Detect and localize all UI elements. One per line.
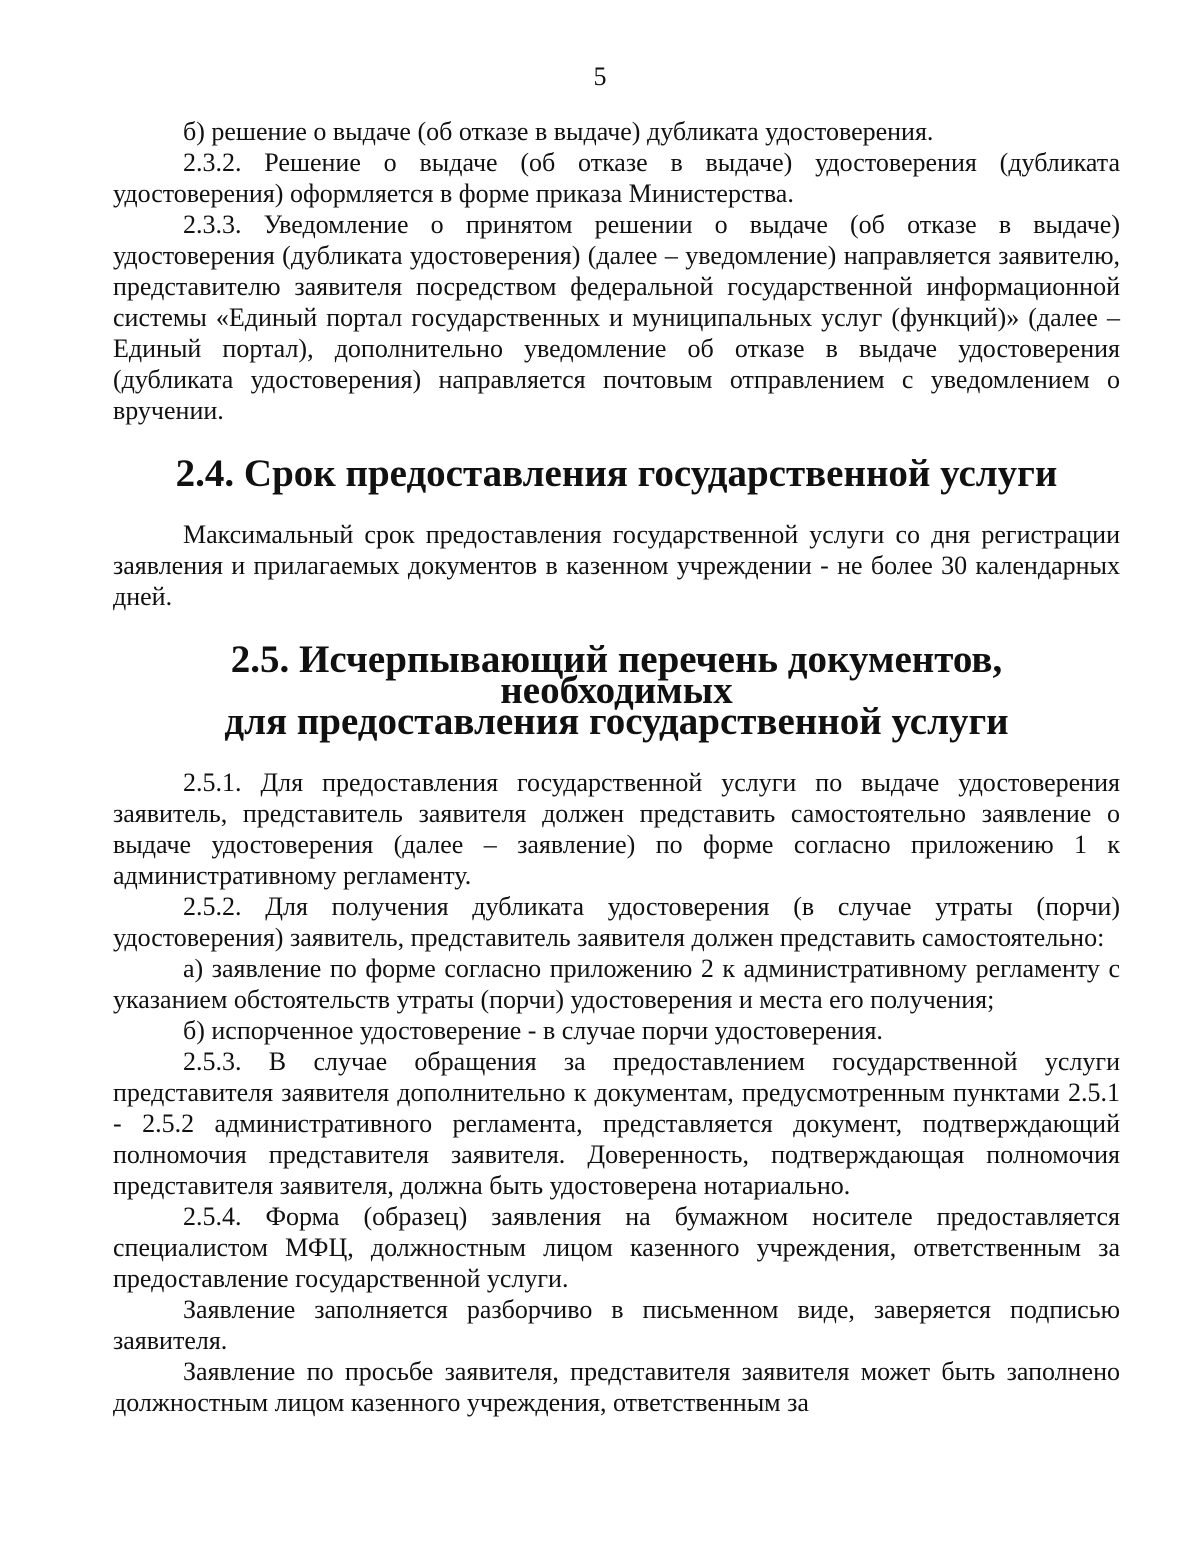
paragraph-application-request: Заявление по просьбе заявителя, представителя заявителя может быть заполнено должностным лицом казенного учреждения, ответственным за <box>113 1357 1120 1417</box>
paragraph-2-3-3: 2.3.3. Уведомление о принятом решении о выдаче (об отказе в выдаче) удостоверения (дубликата удостоверения) (далее – уведомление) направляется заявителю, представителю заявителя посредством федеральной государственной информационной системы «Единый портал государственных и муниципальных услуг (функций)» (далее – Единый портал), дополнительно уведомление об отказе в выдаче удостоверения (дубликата удостоверения) направляется почтовым отправлением с уведомлением о вручении. <box>113 210 1120 425</box>
paragraph-2-5-2-a: а) заявление по форме согласно приложению 2 к административному регламенту с указанием обстоятельств утраты (порчи) удостоверения и места его получения; <box>113 954 1120 1014</box>
section-heading-2-5-line-2: для предоставления государственной услуги <box>224 700 1009 743</box>
paragraph-2-4-text: Максимальный срок предоставления государственной услуги со дня регистрации заявления и прилагаемых документов в казенном учреждении - не более 30 календарных дней. <box>113 520 1120 611</box>
paragraph-2-3-2: 2.3.2. Решение о выдаче (об отказе в выдаче) удостоверения (дубликата удостоверения) оформляется в форме приказа Министерства. <box>113 148 1120 208</box>
paragraph-decision-duplicate: б) решение о выдаче (об отказе в выдаче) дубликата удостоверения. <box>183 117 934 146</box>
paragraph-application-filling: Заявление заполняется разборчиво в письменном виде, заверяется подписью заявителя. <box>113 1295 1120 1355</box>
paragraph-2-5-3: 2.5.3. В случае обращения за предоставлением государственной услуги представителя заявителя дополнительно к документам, предусмотренным пунктами 2.5.1 - 2.5.2 административного регламента, представляется документ, подтверждающий полномочия представителя заявителя. Доверенность, подтверждающая полномочия представителя заявителя, должна быть удостоверена нотариально. <box>113 1047 1120 1200</box>
paragraph-2-5-1: 2.5.1. Для предоставления государственной услуги по выдаче удостоверения заявитель, представитель заявителя должен представить самостоятельно заявление о выдаче удостоверения (далее – заявление) по форме согласно приложению 1 к административному регламенту. <box>113 768 1120 890</box>
paragraph-2-5-2: 2.5.2. Для получения дубликата удостоверения (в случае утраты (порчи) удостоверения) заявитель, представитель заявителя должен представить самостоятельно: <box>113 892 1120 952</box>
paragraph-2-5-4: 2.5.4. Форма (образец) заявления на бумажном носителе предоставляется специалистом МФЦ, должностным лицом казенного учреждения, ответственным за предоставление государственной услуги. <box>113 1202 1120 1293</box>
section-heading-2-4: 2.4. Срок предоставления государственной услуги <box>175 452 1058 495</box>
paragraph-2-5-2-b: б) испорченное удостоверение - в случае порчи удостоверения. <box>183 1016 883 1045</box>
section-heading-2-5 <box>113 638 1120 743</box>
document-body <box>113 116 1120 1418</box>
section-heading-2-5-line-1: 2.5. Исчерпывающий перечень документов, необходимых <box>230 638 1003 712</box>
page-number: 5 <box>593 62 607 91</box>
